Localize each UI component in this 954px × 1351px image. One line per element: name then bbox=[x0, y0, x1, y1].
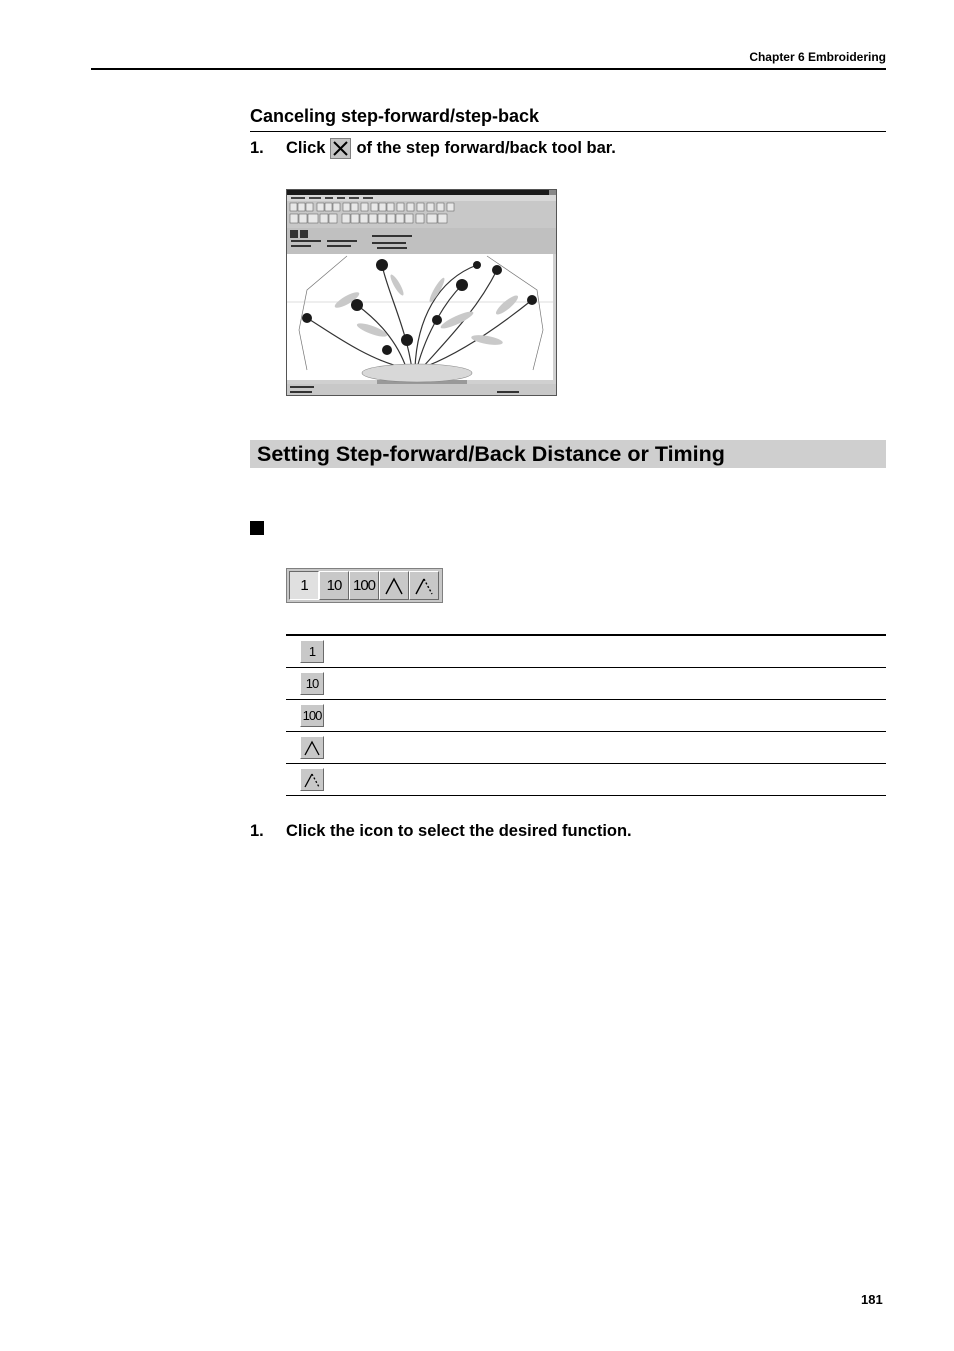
chapter-header: Chapter 6 Embroidering bbox=[749, 50, 886, 64]
table-row bbox=[286, 668, 886, 700]
table-row bbox=[286, 732, 886, 764]
peak-dashed-icon bbox=[413, 575, 435, 597]
table-row bbox=[286, 764, 886, 796]
close-x-icon bbox=[330, 138, 351, 159]
table-row bbox=[286, 636, 886, 668]
section-title: Setting Step-forward/Back Distance or Timing bbox=[257, 442, 725, 466]
cancel-step-1 bbox=[250, 138, 616, 159]
final-step bbox=[250, 822, 632, 841]
step-1-button[interactable]: 1 bbox=[289, 571, 319, 600]
section-header-bar bbox=[250, 440, 886, 468]
step-text-after: of the step forward/back tool bar. bbox=[356, 139, 616, 157]
table-row bbox=[286, 700, 886, 732]
cancel-heading: Canceling step-forward/step-back bbox=[250, 106, 540, 126]
peak-button[interactable] bbox=[379, 571, 409, 600]
peak-icon bbox=[300, 736, 324, 759]
peak-icon bbox=[383, 575, 405, 597]
step-number: 1. bbox=[250, 822, 264, 840]
step-text-before: Click bbox=[286, 139, 326, 157]
step-100-button[interactable]: 100 bbox=[349, 571, 379, 600]
peak-dashed-button[interactable] bbox=[409, 571, 439, 600]
square-bullet bbox=[250, 521, 264, 535]
step-text: Click the icon to select the desired function. bbox=[286, 822, 632, 840]
step-number: 1. bbox=[250, 139, 264, 157]
step-distance-toolbar bbox=[286, 568, 443, 603]
page-number: 181 bbox=[861, 1292, 883, 1307]
step-100-icon: 100 bbox=[300, 704, 324, 727]
application-screenshot bbox=[286, 189, 557, 396]
step-10-button[interactable]: 10 bbox=[319, 571, 349, 600]
header-rule bbox=[91, 68, 886, 70]
step-1-icon: 1 bbox=[300, 640, 324, 663]
peak-dashed-icon bbox=[300, 768, 324, 791]
icon-table bbox=[286, 634, 886, 796]
cancel-heading-rule bbox=[250, 131, 886, 132]
step-10-icon: 10 bbox=[300, 672, 324, 695]
